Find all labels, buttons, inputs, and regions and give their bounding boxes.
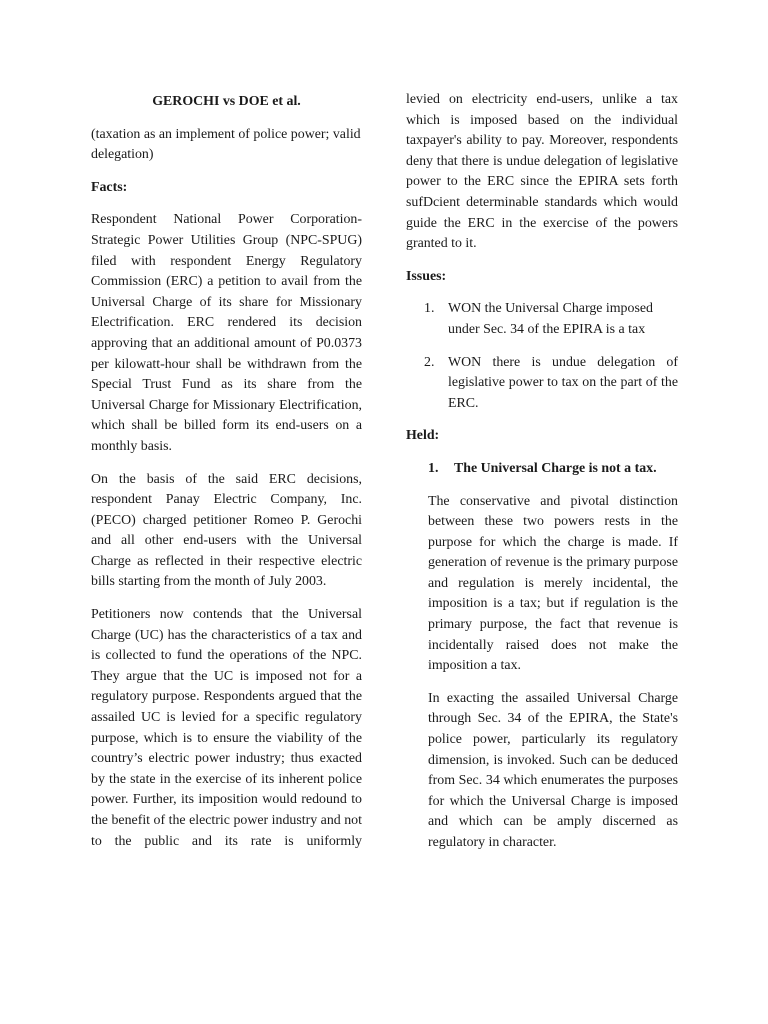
- facts-paragraph-1: Respondent National Power Corporation-Strategic Power Utilities Group (NPC-SPUG) filed with respondent Energy Regulatory Commission (ERC) a petition to avail from the Universal Charge of its share for Missionary Electrification. ERC rendered its decision approving that an additional amount of P0.0373 per kilowatt-hour shall be withdrawn from the Special Trust Fund as its share from the Universal Charge for Missionary Electrification, which shall be billed form its end-users on a monthly basis.: [91, 212, 362, 454]
- issues-heading: Issues:: [406, 268, 447, 284]
- facts-paragraph-2: On the basis of the said ERC decisions, respondent Panay Electric Company, Inc. (PECO) charged petitioner Romeo P. Gerochi and all other end-users with the Universal Charge as reflected in their respective electric bills starting from the month of July 2003.: [91, 471, 362, 590]
- right-column: [406, 90, 678, 854]
- held-item-text: The Universal Charge is not a tax.: [454, 460, 657, 476]
- facts-heading: Facts:: [91, 179, 128, 195]
- issue-text: WON the Universal Charge imposed under Sec. 34 of the EPIRA is a tax: [448, 301, 653, 337]
- held-number: 1.: [428, 460, 439, 476]
- left-column: [91, 90, 362, 852]
- facts-paragraph-3: Petitioners now contends that the Universal Charge (UC) has the characteristics of a tax and is collected to fund the operations of the NPC. They argue that the UC is imposed not for a regulatory purpose. Respondents argued that the assailed UC is levied for a specific regulatory purpose, which is to ensure the viability of the country’s electric power industry; thus exacted by the state in the exercise of its inherent police power. Further, its imposition would redound to the benefit of the electric power industry and not to the public and its rate is uniformly: [91, 607, 362, 849]
- document-title: GEROCHI vs DOE et al.: [152, 94, 301, 109]
- held-item-1: [406, 459, 678, 480]
- issue-number: 1.: [424, 301, 435, 317]
- facts-paragraph-3-continued: levied on electricity end-users, unlike a tax which is imposed based on the individual taxpayer's ability to pay. Moreover, respondents deny that there is undue delegation of legislative power to the ERC since the EPIRA sets forth sufDcient determinable standards which would guide the ERC in the exercise of the powers granted to it.: [406, 92, 678, 252]
- document-subtitle: (taxation as an implement of police power; valid delegation): [91, 126, 361, 163]
- issue-number: 2.: [424, 354, 435, 370]
- issue-item-2: [406, 353, 678, 415]
- issues-list: [406, 299, 678, 414]
- held-paragraph-1: The conservative and pivotal distinction between these two powers rests in the purpose for which the charge is made. If generation of revenue is the primary purpose and regulation is merely incidental, the imposition is a tax; but if regulation is the primary purpose, the fact that revenue is incidentally raised does not make the imposition a tax.: [428, 493, 678, 674]
- issue-text: WON there is undue delegation of legislative power to tax on the part of the ERC.: [448, 354, 678, 411]
- held-paragraph-2: In exacting the assailed Universal Charge through Sec. 34 of the EPIRA, the State's police power, particularly its regulatory dimension, is invoked. Such can be deduced from Sec. 34 which enumerates the purposes for which the Universal Charge is imposed and which can be amply discerned as regulatory in character.: [428, 690, 678, 850]
- issue-item-1: [406, 299, 678, 340]
- held-heading: Held:: [406, 428, 440, 444]
